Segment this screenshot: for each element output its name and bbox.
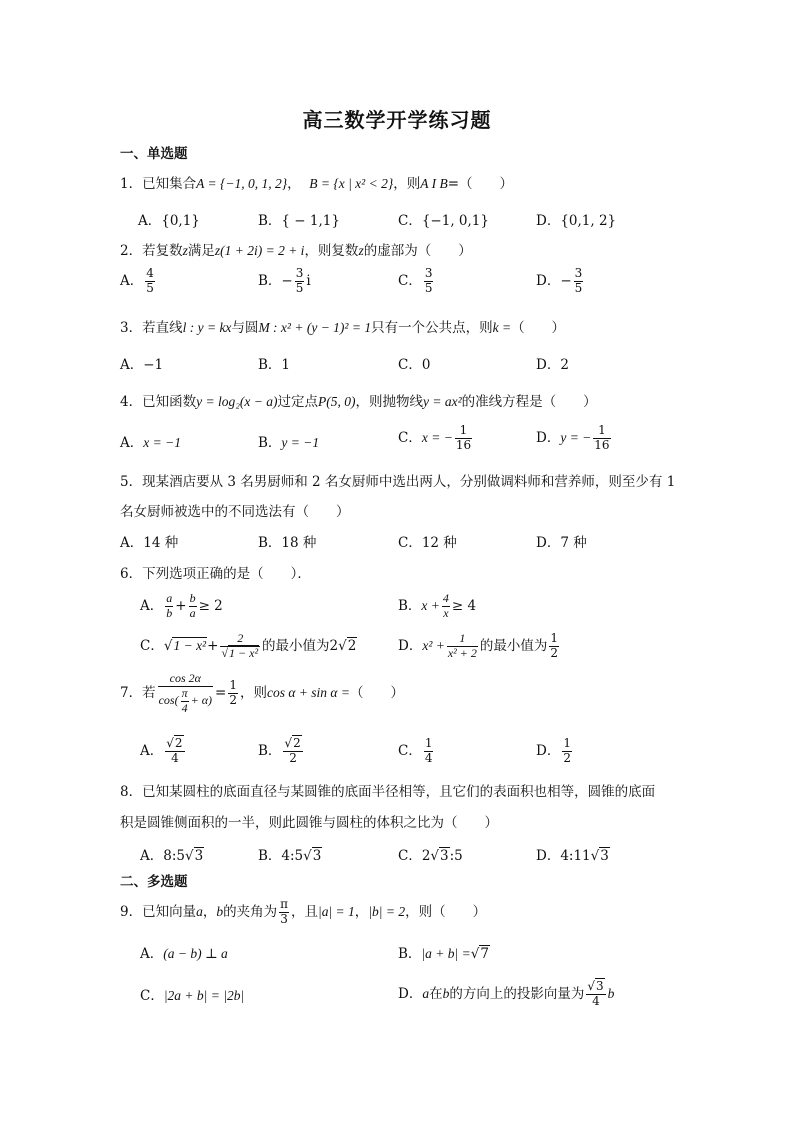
question-9-stem <box>120 898 486 927</box>
q4-function: y = log₂(x − a) <box>196 394 278 409</box>
q1-comma: ， <box>287 176 301 192</box>
q1-option-c: C．{−1, 0,1} <box>398 213 489 229</box>
q7-eq: = <box>215 685 227 702</box>
q2-option-b <box>258 267 311 296</box>
q2-z: z <box>182 243 188 258</box>
q6-a-frac-1 <box>165 592 173 621</box>
q7-expr: cos α + sin α = <box>266 685 350 701</box>
q4-option-b <box>258 431 319 451</box>
q7-a-den: 4 <box>171 750 179 765</box>
q6-c-value: 2 <box>329 637 339 654</box>
q9-option-c <box>140 984 244 1004</box>
q4-text-c: ，则抛物线 <box>355 394 423 410</box>
q7-den-cos: cos <box>158 692 175 707</box>
q9-b-expr: |a + b| = <box>421 946 471 961</box>
page-title: 高三数学开学练习题 <box>302 108 492 132</box>
q4-text-b: 过定点 <box>277 394 318 410</box>
q3-option-a: A．−1 <box>120 357 164 373</box>
q9-norm-b: |b| = 2 <box>368 903 406 919</box>
q6-c-root: 1 − x² <box>173 637 207 653</box>
q8-a-root: 3 <box>194 848 204 864</box>
q9-text: 9．已知向量 <box>120 903 197 920</box>
q7-text: 7．若 <box>120 685 156 702</box>
question-5-line-2: 名女厨师被选中的不同选法有（ ） <box>120 504 350 520</box>
q6-c-plus: + <box>207 637 219 654</box>
q7-text-c: （ ） <box>350 685 404 702</box>
q7-den-4: 4 <box>181 700 188 715</box>
q2-d-label: D． <box>536 272 561 289</box>
q2-d-num: 3 <box>574 266 583 280</box>
section-multi-choice: 二、多选题 <box>120 874 188 890</box>
q7-b-den: 2 <box>289 750 297 765</box>
q6-d-vnum: 1 <box>550 631 559 645</box>
q9-sep: ， <box>202 903 217 920</box>
question-5-line-1: 5．现某酒店要从 3 名男厨师和 2 名女厨师中选出两人，分别做调料师和营养师，则至少有 1 <box>120 474 676 490</box>
q6-a-label: A． <box>140 597 164 614</box>
q9-a-expr: (a − b) ⊥ a <box>163 946 228 961</box>
q9-text-c: ，且 <box>290 903 318 920</box>
q6-option-d <box>398 632 561 661</box>
q4-c-label: C． <box>398 429 422 446</box>
q7-b-root: 2 <box>293 736 301 750</box>
q7-b-label: B． <box>258 742 282 759</box>
q6-d-frac <box>447 632 478 661</box>
question-7-stem <box>120 672 404 715</box>
q3-text-d: （ ） <box>511 320 566 336</box>
q8-b-root: 3 <box>312 848 322 864</box>
q7-option-d <box>536 737 574 766</box>
q9-d-a: a <box>422 985 430 1001</box>
q8-c-tail: :5 <box>449 848 463 864</box>
q1-text-c: =（ ） <box>447 176 514 192</box>
q2-a-frac <box>145 267 155 296</box>
q3-option-c: C．0 <box>398 357 431 373</box>
q2-text-b: 满足 <box>187 243 215 259</box>
q9-option-d <box>398 980 614 1009</box>
q8-b-label: B．4:5 <box>258 848 304 864</box>
q9-d-b: b <box>442 985 450 1001</box>
q4-c-pre: x = − <box>421 429 453 445</box>
q9-b-root: 7 <box>480 946 489 962</box>
q6-d-pre: x² + <box>422 637 445 653</box>
q5-option-b: B．18 种 <box>258 535 317 551</box>
q4-d-frac <box>593 424 610 453</box>
q4-a-label: A． <box>120 435 144 451</box>
q2-d-den: 5 <box>574 280 583 295</box>
q6-b-label: B． <box>398 597 422 614</box>
q7-big-frac <box>158 672 213 715</box>
q2-equation: z(1 + 2i) = 2 + i <box>214 243 305 258</box>
q9-d-tail: 的方向上的投影向量为 <box>449 985 585 1002</box>
q3-text: 3．若直线 <box>120 320 183 336</box>
q7-a-label: A． <box>140 742 164 759</box>
q3-k: k = <box>492 320 512 335</box>
q6-c-num: 2 <box>220 632 260 647</box>
q2-c-label: C． <box>398 272 422 289</box>
q2-c-num: 3 <box>424 266 433 280</box>
q6-c-den: √1 − x² <box>221 645 259 660</box>
q7-d-den: 2 <box>563 750 571 765</box>
q6-c-frac <box>220 632 260 661</box>
q9-text-b: 的夹角为 <box>223 903 278 920</box>
q7-c-num: 1 <box>424 736 433 750</box>
q7-c-den: 4 <box>424 750 433 765</box>
q2-d-frac <box>574 267 584 296</box>
q9-norm-a: |a| = 1 <box>317 903 355 919</box>
q1-option-a: A．{0,1} <box>138 213 200 229</box>
q4-c-frac <box>455 424 472 453</box>
q4-point: P(5, 0) <box>317 394 356 409</box>
q3-text-b: 与圆 <box>231 320 259 336</box>
q9-angle-num: π <box>280 897 288 911</box>
q7-c-frac <box>424 737 434 766</box>
q7-den-frac <box>181 687 189 716</box>
q4-parabola: y = ax² <box>422 394 462 409</box>
q7-rhs-num: 1 <box>229 678 237 693</box>
q7-option-b <box>258 737 305 766</box>
q4-d-pre: y = − <box>560 429 592 445</box>
question-2-stem <box>120 239 472 259</box>
q8-d-root: 3 <box>600 848 609 864</box>
q6-c-label: C． <box>140 637 164 654</box>
q6-d-value <box>549 632 559 661</box>
q1-set-a: A = {−1, 0, 1, 2} <box>196 176 288 191</box>
q2-b-den: 5 <box>295 280 304 295</box>
q4-option-a <box>120 431 181 451</box>
q4-b-label: B． <box>258 435 282 451</box>
q6-option-c: C．√1 − x²+ $\frac{2}{\text{√1 − x²}}$ 的最小值为2√2 <box>140 631 357 660</box>
q9-d-mid: 在 <box>429 985 443 1002</box>
q7-den-pi: π <box>181 685 188 700</box>
q7-b-num: √2 <box>284 736 301 750</box>
q6-b-frac <box>442 592 450 621</box>
q2-b-i: i <box>306 272 311 289</box>
q6-a-tail: ≥ 2 <box>198 597 223 614</box>
q7-option-c <box>398 737 435 766</box>
q5-option-d: D．7 种 <box>536 535 587 551</box>
q1-text-b: ，则 <box>393 176 421 192</box>
q8-c-root: 3 <box>440 848 449 864</box>
q8-option-d: D．4:11√3 <box>536 848 609 864</box>
q9-vec-b: b <box>216 903 224 919</box>
q2-z-2: z <box>358 243 364 258</box>
q9-a-label: A． <box>140 946 164 962</box>
q3-option-d: D．2 <box>536 357 569 373</box>
q2-text-c: ，则复数 <box>304 243 359 259</box>
q7-b-frac <box>283 737 302 766</box>
q2-b-num: 3 <box>295 266 304 280</box>
q9-vec-a: a <box>196 903 203 919</box>
q1-text: 1．已知集合 <box>120 176 197 192</box>
q7-rhs-den: 2 <box>229 693 237 708</box>
q4-d-label: D． <box>536 429 561 446</box>
section-single-choice: 一、单选题 <box>120 146 188 162</box>
q9-d-vec: b <box>607 985 615 1001</box>
q6-b-num: 4 <box>442 591 449 605</box>
q6-c-tail: 的最小值为 <box>262 637 330 654</box>
q9-c-expr: |2a + b| = |2b| <box>163 988 245 1003</box>
q9-d-root: 3 <box>595 979 604 993</box>
question-6-stem: 6．下列选项正确的是（ ）． <box>120 566 311 582</box>
q6-c-den-root: 1 − x² <box>229 645 259 660</box>
q6-b-den: x <box>443 605 449 620</box>
q7-numerator: cos 2α <box>158 672 213 687</box>
q6-b-tail: ≥ 4 <box>451 597 477 614</box>
q8-d-label: D．4:11 <box>536 848 591 864</box>
q8-a-label: A．8:5 <box>140 848 185 864</box>
q4-text: 4．已知函数 <box>120 394 197 410</box>
q4-b-value: y = −1 <box>281 435 320 450</box>
q3-text-c: 只有一个公共点，则 <box>371 320 493 336</box>
q4-a-value: x = −1 <box>143 435 181 450</box>
q6-a-n1: a <box>166 591 173 605</box>
q1-option-d: D．{0,1, 2} <box>536 213 617 229</box>
q8-c-label: C．2 <box>398 848 431 864</box>
q9-option-a <box>140 942 228 962</box>
q6-a-d1: b <box>166 605 173 620</box>
q9-b-label: B． <box>398 946 422 962</box>
question-4-stem <box>120 390 597 410</box>
q7-option-a <box>140 737 187 766</box>
q2-text: 2．若复数 <box>120 243 183 259</box>
q8-option-a: A．8:5√3 <box>140 848 204 864</box>
q6-d-den: x² + 2 <box>447 645 477 660</box>
q7-a-frac <box>165 737 184 766</box>
question-8-line-2: 积是圆锥侧面积的一半，则此圆锥与圆柱的体积之比为（ ） <box>120 815 498 831</box>
q2-b-label: B． <box>258 272 282 289</box>
q2-b-frac <box>295 267 305 296</box>
q7-d-num: 1 <box>563 736 571 750</box>
q4-c-den: 16 <box>455 437 472 452</box>
q2-option-c <box>398 267 435 296</box>
q6-d-vden: 2 <box>550 645 559 660</box>
q2-b-minus: − <box>281 272 293 289</box>
q7-denominator: cos( $\frac{\pi}{4}$ + α) <box>158 685 213 715</box>
q2-d-minus: − <box>560 272 572 289</box>
q7-rhs <box>228 679 238 708</box>
q2-c-den: 5 <box>424 280 433 295</box>
q1-set-b: B = {x | x² < 2} <box>309 176 394 191</box>
q4-text-d: 的准线方程是（ ） <box>461 394 597 410</box>
q9-c-label: C． <box>140 988 164 1004</box>
q9-d-label: D． <box>398 985 423 1002</box>
q2-a-den: 5 <box>146 280 154 295</box>
q1-intersection: A I B <box>420 176 448 191</box>
q6-d-num: 1 <box>447 632 478 647</box>
q6-option-b <box>398 592 476 621</box>
question-1-stem <box>120 172 513 192</box>
q7-a-root: 2 <box>174 736 183 750</box>
q7-den-alpha: + α <box>190 692 209 707</box>
q8-option-b: B．4:5√3 <box>258 848 322 864</box>
q7-a-num: √2 <box>166 736 183 750</box>
q2-c-frac <box>424 267 434 296</box>
q9-d-num: √3 <box>587 979 604 993</box>
q6-a-frac-2 <box>189 592 197 621</box>
q6-d-label: D． <box>398 637 423 654</box>
q6-a-n2: b <box>189 591 196 605</box>
q2-a-label: A． <box>120 272 144 289</box>
q7-d-label: D． <box>536 742 561 759</box>
q4-d-num: 1 <box>593 424 610 439</box>
q3-circle: M : x² + (y − 1)² = 1 <box>258 320 372 335</box>
q5-option-c: C．12 种 <box>398 535 457 551</box>
q9-d-den: 4 <box>592 993 600 1008</box>
question-3-stem <box>120 316 565 336</box>
q9-text-d: ， <box>354 903 369 920</box>
q3-line: l : y = kx <box>182 320 232 335</box>
q7-d-frac <box>562 737 572 766</box>
q9-angle-den: 3 <box>280 911 288 926</box>
q1-option-b: B．{ − 1,1} <box>258 213 340 229</box>
q7-text-b: ，则 <box>239 685 267 702</box>
q6-b-pre: x + <box>421 597 440 613</box>
q2-option-d <box>536 267 585 296</box>
q6-c-value-root: 2 <box>347 637 357 654</box>
q4-d-den: 16 <box>594 437 610 452</box>
q4-option-d <box>536 424 613 453</box>
q2-option-a <box>120 267 157 296</box>
q9-option-b: B．|a + b| =√7 <box>398 946 489 962</box>
q4-c-num: 1 <box>455 424 472 439</box>
q3-option-b: B．1 <box>258 357 291 373</box>
q4-option-c <box>398 424 474 453</box>
q6-option-a: A． $\frac{a}{b}$ + $\frac{b}{a}$ ≥ 2 <box>140 591 223 620</box>
q5-option-a: A．14 种 <box>120 535 179 551</box>
q7-c-label: C． <box>398 742 422 759</box>
q2-a-num: 4 <box>146 266 154 280</box>
q9-angle <box>279 898 289 927</box>
question-8-line-1: 8．已知某圆柱的底面直径与某圆锥的底面半径相等，且它们的表面积也相等，圆锥的底面 <box>120 784 656 800</box>
q8-option-c: C．2√3:5 <box>398 848 463 864</box>
q6-d-tail: 的最小值为 <box>479 637 548 654</box>
q2-text-d: 的虚部为（ ） <box>363 243 472 259</box>
q9-d-frac <box>586 980 605 1009</box>
q6-a-d2: a <box>189 605 196 620</box>
q9-text-e: ，则（ ） <box>405 903 487 920</box>
